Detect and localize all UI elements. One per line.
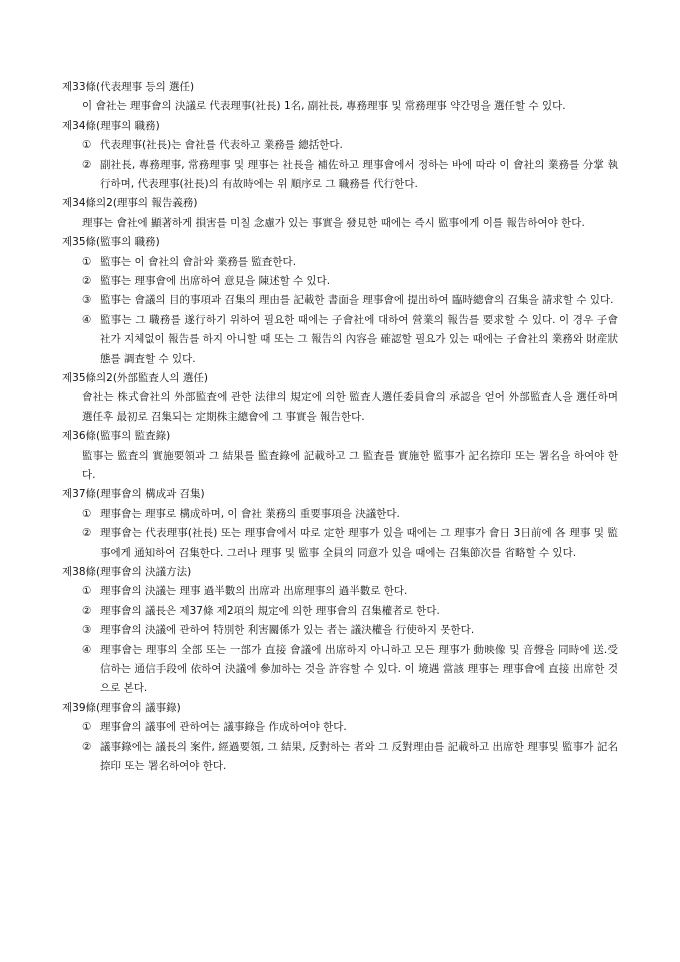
item-text: 理事會의 議長은 제37條 제2項의 規定에 의한 理事會의 召集權者로 한다. [100, 604, 440, 617]
article-title: 제35條의2(外部監査人의 選任) [62, 372, 209, 385]
article-39 [62, 699, 618, 777]
article-title: 제38條(理事會의 決議方法) [62, 566, 192, 579]
item-text: 理事會의 議事에 관하여는 議事錄을 作成하여야 한다. [100, 721, 347, 734]
item-number: ① [82, 139, 92, 152]
item-number: ④ [82, 313, 92, 326]
article-item [62, 524, 618, 563]
article-item [62, 291, 618, 310]
item-text: 理事會는 理事로 構成하며, 이 會社 業務의 重要事項을 決議한다. [100, 507, 400, 520]
item-text: 副社長, 專務理事, 常務理事 및 理事는 社長을 補佐하고 理事會에서 정하는 바에 따라 이 會社의 業務를 分掌 執行하며, 代表理事(社長)의 有故時에는 위 順序로 그 職務를 代行한다. [100, 158, 618, 190]
item-number: ① [82, 721, 92, 734]
article-title: 제34條(理事의 職務) [62, 119, 160, 132]
article-paragraph: 理事는 會社에 顯著하게 損害를 미칠 念慮가 있는 事實을 發見한 때에는 즉시 監事에게 이를 報告하여야 한다. [82, 216, 585, 229]
item-text: 理事會는 理事의 全部 또는 一部가 直接 會議에 出席하지 아니하고 모든 理事가 動映像 및 音聲을 同時에 送.受信하는 通信手段에 依하여 決議에 參加하는 것을 許容할 수 있다. 이 境遇 當該 理事는 理事會에 直接 出席한 것으로 본다. [100, 643, 618, 695]
article-item [62, 156, 618, 195]
article-item [62, 641, 618, 699]
article-title: 제34條의2(理事의 報告義務) [62, 197, 198, 210]
item-text: 理事會의 決議에 관하여 特別한 利害關係가 있는 者는 議決權을 行使하지 못한다. [100, 624, 475, 637]
article-title: 제35條(監事의 職務) [62, 236, 160, 249]
item-number: ② [82, 604, 92, 617]
article-paragraph: 이 會社는 理事會의 決議로 代表理事(社長) 1名, 副社長, 專務理事 및 常務理事 약간명을 選任할 수 있다. [82, 100, 566, 113]
article-item [62, 272, 618, 291]
article-paragraph: 監事는 監査의 實施要領과 그 結果를 監査錄에 記載하고 그 監査를 實施한 監事가 記名捺印 또는 署名을 하여야 한다. [82, 449, 618, 482]
article-item [62, 505, 618, 524]
article-title: 제39條(理事會의 議事錄) [62, 701, 181, 714]
item-number: ① [82, 255, 92, 268]
article-item [62, 311, 618, 369]
item-number: ② [82, 527, 92, 540]
item-text: 代表理事(社長)는 會社를 代表하고 業務를 總括한다. [100, 139, 343, 152]
article-38 [62, 563, 618, 699]
article-36 [62, 427, 618, 485]
article-item [62, 738, 618, 777]
item-number: ② [82, 275, 92, 287]
item-number: ④ [82, 643, 92, 656]
item-number: ② [82, 740, 92, 753]
article-34-2 [62, 194, 618, 233]
article-33 [62, 78, 618, 117]
item-number: ③ [82, 624, 92, 637]
item-number: ③ [82, 294, 92, 307]
item-text: 議事錄에는 議長의 案件, 經過要領, 그 結果, 反對하는 者와 그 反對理由를 記載하고 出席한 理事및 監事가 記名捺印 또는 署名하여야 한다. [100, 740, 618, 773]
article-item [62, 621, 618, 640]
item-text: 監事는 會議의 目的事項과 召集의 理由를 記載한 書面을 理事會에 提出하여 臨時總會의 召集을 請求할 수 있다. [100, 294, 614, 307]
article-item [62, 136, 618, 155]
article-35-2 [62, 369, 618, 427]
article-title: 제37條(理事會의 構成과 召集) [62, 488, 205, 501]
item-number: ① [82, 585, 92, 598]
article-35 [62, 233, 618, 369]
item-text: 理事會는 代表理事(社長) 또는 理事會에서 따로 定한 理事가 있을 때에는 그 理事가 會日 3日前에 各 理事 및 監事에게 通知하여 召集한다. 그러나 理事 및 監事 全員의 同意가 있을 때에는 召集節次를 省略할 수 있다. [100, 527, 618, 559]
article-title: 제33條(代表理事 등의 選任) [62, 81, 195, 93]
item-text: 理事會의 決議는 理事 過半數의 出席과 出席理事의 過半數로 한다. [100, 585, 408, 598]
article-item [62, 602, 618, 621]
item-number: ② [82, 158, 92, 171]
article-37 [62, 485, 618, 563]
item-text: 監事는 그 職務를 遂行하기 위하여 필요한 때에는 子會社에 대하여 營業의 報告를 要求할 수 있다. 이 경우 子會社가 지체없이 報告를 하지 아니할 때 또는 그 報告의 內容을 確認할 필요가 있는 때에는 子會社의 業務와 財産狀態를 調査할 수 있다. [100, 313, 618, 365]
item-text: 監事는 이 會社의 會計와 業務를 監査한다. [100, 255, 297, 268]
document-page [62, 78, 618, 776]
article-34 [62, 117, 618, 195]
item-text: 監事는 理事會에 出席하여 意見을 陳述할 수 있다. [100, 275, 331, 287]
article-paragraph: 會社는 株式會社의 外部監査에 관한 法律의 規定에 의한 監査人選任委員會의 承認을 얻어 外部監査人을 選任하며 選任후 最初로 召集되는 定期株主總會에 그 事實을 報告한다. [82, 391, 618, 423]
article-title: 제36條(監事의 監査錄) [62, 430, 171, 443]
item-number: ① [82, 507, 92, 520]
article-item [62, 253, 618, 272]
article-item [62, 718, 618, 737]
article-item [62, 582, 618, 601]
